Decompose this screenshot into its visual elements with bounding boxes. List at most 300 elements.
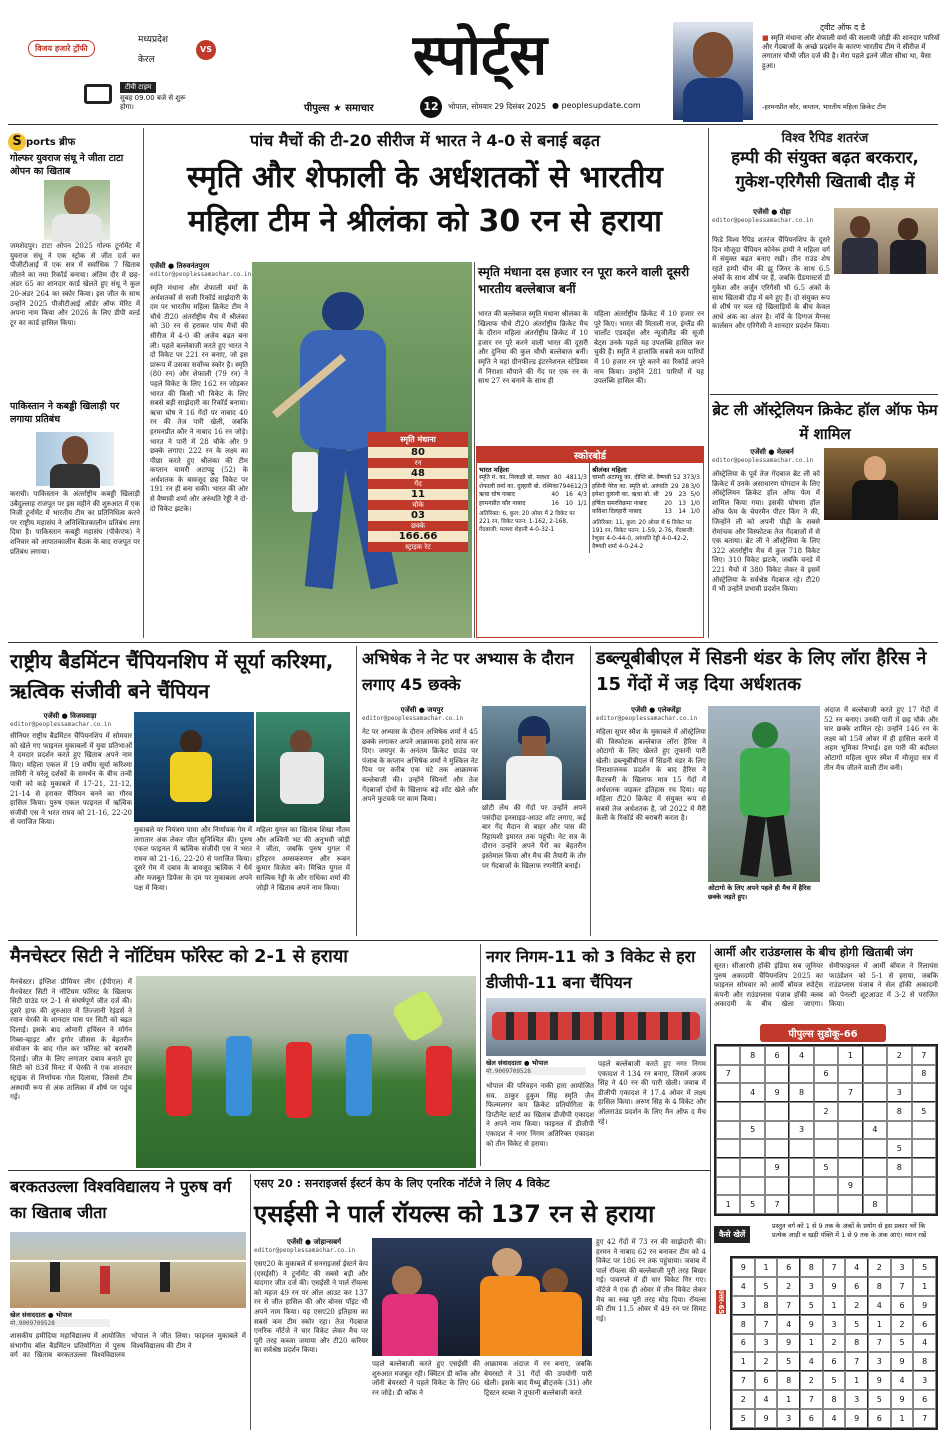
wbbl-headline: डब्ल्यूबीबीएल में सिडनी थंडर के लिए लॉरा हैरिस ने 15 गेंदों में जड़ दिया अर्धशतक <box>596 648 927 695</box>
sudoku-cell[interactable]: 7 <box>912 1046 936 1065</box>
answer-cell: 7 <box>732 1371 755 1390</box>
lead-headline: स्मृति और शेफाली के अर्धशतकों से भारतीय महिला टीम ने श्रीलंका को 30 रन से हराया <box>187 160 663 239</box>
answer-cell: 6 <box>732 1334 755 1353</box>
sudoku-cell[interactable] <box>716 1121 740 1140</box>
brief-label: ports ब्रीफ <box>26 137 76 148</box>
sudoku-cell[interactable] <box>716 1046 740 1065</box>
sudoku-cell[interactable] <box>912 1177 936 1196</box>
badminton-body-3: महिला युगल का खिताब शिखा गौतम और अश्विनी भट की अनुभवी जोड़ी ने जीता, जबकि पुरुष युगल में हरिहरन अम्सकरुणन और रूबन कुमार विजेता बने। मिश्रित युगल में सात्विक रेड्डी के और राधिका शर्मा की जोड़ी ने खिताब अपने नाम किया। <box>256 826 350 892</box>
sudoku-cell[interactable] <box>765 1065 789 1084</box>
sudoku-cell[interactable] <box>912 1083 936 1102</box>
chess-body-2 <box>836 278 938 390</box>
answer-cell: 6 <box>868 1409 891 1428</box>
score-cell: 4/3 <box>577 491 587 498</box>
sudoku-cell[interactable]: 3 <box>887 1083 911 1102</box>
answer-cell: 7 <box>755 1315 778 1334</box>
sudoku-cell[interactable] <box>740 1065 764 1084</box>
answer-cell: 4 <box>845 1258 868 1277</box>
sudoku-cell[interactable] <box>863 1065 887 1084</box>
left-team: भारत महिला <box>479 466 509 474</box>
answer-cell: 9 <box>868 1371 891 1390</box>
answer-cell: 5 <box>891 1334 914 1353</box>
answer-cell: 8 <box>823 1390 846 1409</box>
city-photo <box>136 976 476 1168</box>
sudoku-cell[interactable] <box>912 1158 936 1177</box>
howto-text: प्रस्तुत वर्ग को 1 से 9 तक के अंकों के प्रयोग से इस प्रकार भरें कि प्रत्येक आड़ी व खड़ी पंक्ति में 1 से 9 तक के अंक आएं। ध्यान रखें <box>772 1222 927 1239</box>
sudoku-cell[interactable]: 5 <box>814 1158 838 1177</box>
abhishek-headline: अभिषेक ने नेट पर अभ्यास के दौरान लगाए 45 छक्के <box>362 649 574 694</box>
batter-name: स्मृति मं. का. निलाक्षी बो. मलशा <box>479 474 550 481</box>
sudoku-cell[interactable] <box>887 1065 911 1084</box>
sudoku-cell[interactable]: 8 <box>887 1102 911 1121</box>
tweet-body: स्मृति मंधाना और शेफाली वर्मा की सलामी जोड़ी की शानदार पारियों और गेंदबाजों के अच्छे प्रदर्शन के कारण भारतीय टीम ने सीरीज में लगातार चौथी जीत दर्ज की है। मेरा पहले इतने जीता सीधा था, वैसा हुआ। <box>762 34 940 70</box>
sudoku-cell[interactable] <box>887 1195 911 1214</box>
score-row <box>592 508 700 517</box>
sudoku-cell[interactable] <box>863 1046 887 1065</box>
score-cell: 13 <box>678 499 686 507</box>
barkat-phone: मो.9009709528 <box>10 1319 110 1327</box>
nigam-body: भोपाल की परिवहन नाकी हारा आयोजित सव. ठाकुर हुकुम सिंह स्मृति जैन फिल्मलगर कप क्रिकेट प्रतियोगिता के डिप्टीनेंट स्टार्ट का खिताब डीजीपी एकादश ने अपने नाम किया। फाइनल में डीजीपी एकादश ने नगर निगम अतिरिक्त एकादश को तीन विकेट से हराया। <box>486 1082 594 1148</box>
nigam-byline <box>486 1058 586 1075</box>
nigam-phone: मो.9009709528 <box>486 1067 586 1075</box>
answer-cell: 9 <box>777 1334 800 1353</box>
sa20-photo <box>372 1238 592 1356</box>
sa20-body-3: आक्रामक अंदाज में रन बनाए, जबकि बेयरस्टो ने 31 गेंदों की उपयोगी पारी खेली। इसके बाद मैथ्यू ब्रीट्जके (31) और ट्रिस्टन स्टब्स ने तूफानी बल्लेबाजी करते <box>484 1360 592 1397</box>
answer-cell: 1 <box>800 1334 823 1353</box>
smriti10k-headline: स्मृति मंधाना दस हजार रन पूरा करने वाली दूसरी भारतीय बल्लेबाज बनीं <box>478 265 690 296</box>
answer-cell: 8 <box>800 1258 823 1277</box>
sudoku-cell[interactable] <box>765 1177 789 1196</box>
brettlee-email: editor@peoplessamachar.co.in <box>712 457 814 464</box>
brief-s: S <box>8 133 26 151</box>
sudoku-cell[interactable] <box>789 1158 813 1177</box>
brettlee-byline-text: एजेंसी ● मेलबर्न <box>750 448 794 456</box>
paper-name-2: समाचार <box>345 103 374 114</box>
smriti10k-body-2: महिला अंतर्राष्ट्रीय क्रिकेट में 10 हजार रन पूरे किए। भारत की मिताली राज, इंग्लैंड की चार्लोट एडवर्ड्स और न्यूजीलैंड की सूजी बेट्स उनके पहले यह उपलब्धि हासिल कर चुकी हैं। स्मृति ने हालांकि सबसे कम पारियों में 10 हजार रन पूरे करने का रिकॉर्ड अपने नाम किया। उन्होंने 281 पारियों में यह उपलब्धि हासिल की। <box>594 310 704 386</box>
sudoku-cell[interactable]: 6 <box>814 1065 838 1084</box>
answer-cell: 7 <box>800 1390 823 1409</box>
score-cell: 1/0 <box>690 499 700 507</box>
sudoku-cell[interactable] <box>814 1083 838 1102</box>
answer-cell: 5 <box>777 1352 800 1371</box>
answer-cell: 4 <box>777 1315 800 1334</box>
answer-cell: 1 <box>732 1352 755 1371</box>
sudoku-cell[interactable] <box>838 1065 862 1084</box>
batter-name: शेफाली वर्मा का. दुल्हारी बो. रश्मिका <box>479 482 559 490</box>
sudoku-cell[interactable]: 4 <box>863 1121 887 1140</box>
sudoku-cell[interactable] <box>863 1158 887 1177</box>
versus-badge: VS <box>196 40 216 60</box>
score-row <box>479 474 587 483</box>
answer-cell: 8 <box>913 1352 936 1371</box>
sudoku-cell[interactable] <box>740 1139 764 1158</box>
score-cell: 12/3 <box>573 482 588 490</box>
chess-headline: हम्पी की संयुक्त बढ़त बरकरार, गुकेश-एरिगैसी खिताबी दौड़ में <box>731 148 919 191</box>
answer-cell: 6 <box>913 1315 936 1334</box>
brief-headline-1: गोल्फर युवराज संधू ने जीता टाटा ओपन का खिताब <box>10 153 124 177</box>
score-row <box>479 483 587 492</box>
sudoku-cell[interactable]: 2 <box>814 1102 838 1121</box>
score-row <box>592 500 700 509</box>
sudoku-cell[interactable]: 7 <box>716 1065 740 1084</box>
score-cell: 3/0 <box>690 482 700 490</box>
sa20-email: editor@peoplessamachar.co.in <box>254 1247 356 1254</box>
badminton-headline: राष्ट्रीय बैडमिंटन चैंपियनशिप में सूर्या करिश्मा, ऋत्विक संजीवी बने चैंपियन <box>10 649 334 703</box>
sudoku-cell[interactable]: 8 <box>789 1083 813 1102</box>
sudoku-cell[interactable]: 6 <box>765 1046 789 1065</box>
nigam-photo <box>486 998 706 1056</box>
score-cell: 16 <box>551 499 559 507</box>
stat-label: गेंद <box>368 480 468 489</box>
tweet-photo <box>673 22 753 120</box>
sudoku-cell[interactable]: 5 <box>887 1139 911 1158</box>
answer-cell: 9 <box>800 1315 823 1334</box>
score-cell: 48 <box>565 474 574 481</box>
badminton-email: editor@peoplessamachar.co.in <box>10 721 112 728</box>
stat-value: 80 <box>368 447 468 459</box>
left-extras: अतिरिक्त: 6, कुल: 20 ओवर में 2 विकेट पर 221 रन, विकेट पतन: 1-162, 2-168, गेंदबाजी: मलशा शेहानी 4-0-32-1 <box>479 511 575 533</box>
brettlee-photo <box>824 448 938 520</box>
answer-cell: 2 <box>868 1258 891 1277</box>
tv-time: सुबह 09.00 बजे से शुरू होगा। <box>120 94 186 111</box>
answer-cell: 9 <box>891 1352 914 1371</box>
score-cell: 23 <box>678 491 687 498</box>
brief-header <box>8 130 140 151</box>
sudoku-cell[interactable] <box>838 1121 862 1140</box>
score-cell: 29 <box>664 491 673 498</box>
sudoku-cell[interactable]: 8 <box>912 1065 936 1084</box>
scoreboard-left <box>477 463 589 553</box>
sudoku-cell[interactable] <box>863 1177 887 1196</box>
answer-cell: 5 <box>868 1390 891 1409</box>
sa20-byline-text: एजेंसी ● जोहान्सबर्ग <box>286 1238 342 1246</box>
nigam-byline-text: खेल संवाददाता ● भोपाल <box>486 1059 548 1067</box>
sudoku-cell[interactable] <box>716 1083 740 1102</box>
answer-cell: 9 <box>891 1390 914 1409</box>
answer-cell: 1 <box>868 1315 891 1334</box>
team-1: मध्यप्रदेश <box>138 35 169 45</box>
nigam-body-2: पहले बल्लेबाजी करते हुए नगर निगम एकादश ने 134 रन बनाए, जिसमें अजय सिंह ने 40 रन की पारी खेली। जवाब में डीजीपी एकादश ने 17.4 ओवर में लक्ष्य हासिल किया। अरुण सिंह के 4 विकेट और ऑलराउंड प्रदर्शन के लिए मैन ऑफ द मैच रहे। <box>598 1060 706 1126</box>
sudoku-cell[interactable] <box>863 1102 887 1121</box>
tv-trophy-tag: विजय हजारे ट्रॉफी <box>28 40 95 57</box>
answer-cell: 3 <box>868 1352 891 1371</box>
sa20-body-2: पहले बल्लेबाजी करते हुए एसईसी की शुरुआत मजबूत रही। क्विंटन डी कॉक और जॉनी बेयरस्टो ने पहले विकेट के लिए 66 रन जोड़े। डी कॉक ने <box>372 1360 480 1397</box>
sudoku-cell[interactable] <box>814 1046 838 1065</box>
hockey-headline: आर्मी और राउंडग्लास के बीच होगी खिताबी जंग <box>714 945 913 959</box>
page-number: 12 <box>420 96 442 118</box>
sudoku-cell[interactable] <box>814 1121 838 1140</box>
sudoku-cell[interactable] <box>716 1177 740 1196</box>
answer-cell: 7 <box>868 1334 891 1353</box>
right-extras: अतिरिक्त: 11, कुल: 20 ओवर में 6 विकेट पर 191 रन, विकेट पतन: 1-59, 2-76, गेंदबाजी: रेणुका 4-0-44-0, अरुंधति रेड्डी 4-0-42-2, वैष्णवी शर्मा 4-0-24-2 <box>592 519 695 550</box>
brief-body-1: जमशेदपुर। टाटा ओपन 2025 गोल्फ टूर्नामेंट में युवराज संधू ने एक स्ट्रोक से जीत दर्ज कर पीजीटीआई में एक सत्र में सर्वाधिक 7 खिताब जीतने का नया रिकॉर्ड बनाया। अंतिम दौर में छह-अंडर 65 का शानदार कार्ड खेलते हुए संधू ने कुल 20-अंडर 264 का स्कोर किया। इस जीत के साथ उन्होंने 2025 पीजीटीआई ऑर्डर ऑफ मेरिट में अपना नाम किया और 2026 के लिए डीपी वर्ल्ड टूर का कार्ड हासिल किया। <box>10 242 140 327</box>
answer-cell: 4 <box>732 1277 755 1296</box>
sudoku-cell[interactable] <box>912 1195 936 1214</box>
sudoku-cell[interactable]: 5 <box>912 1102 936 1121</box>
tweet-label: ट्वीट ऑफ द डे <box>820 23 866 32</box>
score-cell: 1/0 <box>690 508 700 515</box>
batter-name: हरमनप्रीत कौर नाबाद <box>479 499 526 507</box>
answer-cell: 7 <box>891 1277 914 1296</box>
answer-cell: 1 <box>891 1409 914 1428</box>
badminton-byline <box>10 712 130 728</box>
lead-kicker: पांच मैचों की टी-20 सीरीज में भारत ने 4-0 से बनाई बढ़त <box>249 131 601 150</box>
sudoku-cell[interactable] <box>912 1121 936 1140</box>
chess-kicker: विश्व रैपिड शतरंज <box>781 131 869 146</box>
sudoku-cell[interactable]: 9 <box>765 1158 789 1177</box>
dateline: भोपाल, सोमवार 29 दिसंबर 2025 <box>448 102 547 111</box>
answer-cell: 4 <box>868 1296 891 1315</box>
abhishek-photo <box>482 706 586 800</box>
golfer-photo <box>44 180 110 240</box>
sudoku-cell[interactable]: 5 <box>740 1195 764 1214</box>
sudoku-cell[interactable] <box>814 1139 838 1158</box>
sudoku-cell[interactable]: 4 <box>740 1083 764 1102</box>
brettlee-body: ऑस्ट्रेलिया के पूर्व तेज गेंदबाज ब्रेट ली को क्रिकेट में उनके असाधारण योगदान के लिए ऑस्ट्रेलियन क्रिकेट हॉल ऑफ फेम में शामिल किया गया। इसकी घोषणा हॉल ऑफ फेम के चेयरमैन पीटर किंग ने की, जिन्होंने ली को अपनी पीढ़ी के सबसे रोमांचक और विस्फोटक तेज गेंदबाजों में से एक बताया। ब्रेट ली ने ऑस्ट्रेलिया के लिए 322 अंतर्राष्ट्रीय मैच में कुल 718 विकेट लिए। 310 विकेट झटके, जबकि वनडे में 221 मैचों में 380 विकेट लेकर वे इसमें ऑस्ट्रेलिया के सर्वश्रेष्ठ गेंदबाज रहे। टी20 में भी उन्होंने प्रभावी प्रदर्शन किया। <box>712 470 820 594</box>
sudoku-cell[interactable]: 4 <box>789 1046 813 1065</box>
score-cell: 3/3 <box>690 474 700 481</box>
wbbl-caption: ओटागो के लिए अपने पहले ही मैच में हैरिस छक्के जड़ते हुए। <box>708 884 811 901</box>
sa20-byline <box>254 1238 374 1254</box>
sudoku-cell[interactable] <box>789 1177 813 1196</box>
score-cell: 46 <box>566 482 574 490</box>
answer-cell: 9 <box>913 1296 936 1315</box>
brief-body-2: कराची। पाकिस्तान के अंतर्राष्ट्रीय कबड्डी खिलाड़ी उबैदुल्लाह राजपूत पर इस महीने की शुरुआत में एक निजी टूर्नामेंट में भारतीय टीम का प्रतिनिधित्व करने पर राष्ट्रीय महासंघ ने अनिश्चितकालीन प्रतिबंध लगा दिया है। पाकिस्तान कबड्डी महासंघ (पीकेएफ) ने शनिवार को आपातकालीन बैठक के बाद राजपूत पर प्रतिबंध लगाया। <box>10 490 140 556</box>
score-cell: 20 <box>664 499 672 507</box>
answer-cell: 2 <box>845 1296 868 1315</box>
sudoku-grid[interactable] <box>714 1044 938 1216</box>
answer-cell: 8 <box>732 1315 755 1334</box>
howto-label: कैसे खेलें <box>714 1226 750 1243</box>
answer-cell: 3 <box>777 1409 800 1428</box>
right-team: श्रीलंका महिला <box>592 466 627 474</box>
sudoku-cell[interactable] <box>740 1158 764 1177</box>
answer-cell: 3 <box>891 1258 914 1277</box>
answer-cell: 9 <box>732 1258 755 1277</box>
site-url: ● peoplesupdate.com <box>552 101 641 110</box>
answer-cell: 9 <box>845 1409 868 1428</box>
nigam-headline: नगर निगम-11 को 3 विकेट से हरा डीजीपी-11 बना चैंपियन <box>486 947 696 992</box>
batter-name: हर्षिता समरविक्रमा नाबाद <box>592 499 647 507</box>
sudoku-cell[interactable] <box>912 1139 936 1158</box>
paper-name-1: पीपुल्स <box>304 103 330 114</box>
section-title: स्पोर्ट्स <box>412 23 548 88</box>
city-body: मैनचेस्टर। इंग्लिश प्रीमियर लीग (ईपीएल) में मैनचेस्टर सिटी ने नॉटिंघम फॉरेस्ट के खिलाफ सिटी ग्राउंड पर 2-1 से संघर्षपूर्ण जीत दर्ज की। दूसरे हाफ की शुरुआत में तिज्जानी रेइंडर्स ने रयान चेरकी के शानदार पास पर सिटी को बढ़त दिलाई। इसके बाद ओमारी हचिंसन ने मॉर्गन गिब्स-व्हाइट और इगोर जीसस के बेहतरीन संयोजन के बाद गोल कर फॉरेस्ट को बराबरी दिलाई। जीत के लिए लगातार दबाव बनाते हुए सिटी को 83वें मिनट में चेरकी ने एक शानदार स्ट्राइक से निर्णायक गोल दिलाया, जिससे टीम अस्थायी रूप से अंक तालिका में शीर्ष पर पहुंच गई। <box>10 978 132 1102</box>
answer-cell: 6 <box>800 1409 823 1428</box>
sa20-kicker: एसए 20 : सनराइजर्स ईस्टर्न केप के लिए एनरिक नॉर्टजे ने लिए 4 विकेट <box>254 1177 550 1190</box>
sudoku-cell[interactable] <box>716 1158 740 1177</box>
sudoku-cell[interactable] <box>838 1102 862 1121</box>
sudoku-cell[interactable]: 7 <box>765 1195 789 1214</box>
answer-cell: 9 <box>823 1277 846 1296</box>
sudoku-cell[interactable]: 1 <box>838 1046 862 1065</box>
score-cell: 29 <box>670 482 679 490</box>
answer-cell: 8 <box>755 1296 778 1315</box>
sudoku-cell[interactable]: 5 <box>740 1121 764 1140</box>
hockey-body: सूरत। सीआरपी हॉकी इंडिया सब जूनियर पुरुष अकादमी चैंपियनशिप 2025 का फाइनल सोमवार को आर्मी बॉयज स्पोर्ट्स कंपनी और राउंडग्लास पंजाब हॉकी क्लब अकादमी के बीच खेला जाएगा। सेमीफाइनल में आर्मी बॉयज ने रिलायंस फाउंडेशन को 5-1 से हराया, जबकि राउंडग्लास पंजाब ने सेल हॉकी अकादमी को पेनल्टी शूटआउट में 3-2 से पराजित किया। <box>714 962 938 1009</box>
answer-cell: 7 <box>845 1352 868 1371</box>
chess-email: editor@peoplessamachar.co.in <box>712 217 814 224</box>
chess-photo <box>834 208 938 274</box>
answer-cell: 1 <box>823 1296 846 1315</box>
score-cell: 28 <box>681 482 690 490</box>
answer-cell: 5 <box>800 1296 823 1315</box>
sa20-headline: एसईसी ने पार्ल रॉयल्स को 137 रन से हराया <box>254 1200 655 1228</box>
score-cell: 52 <box>673 474 681 481</box>
answer-cell: 7 <box>823 1258 846 1277</box>
sudoku-cell[interactable] <box>887 1177 911 1196</box>
answer-cell: 6 <box>823 1352 846 1371</box>
tv-box <box>28 30 238 118</box>
answer-cell: 6 <box>913 1390 936 1409</box>
sudoku-cell[interactable] <box>887 1121 911 1140</box>
lead-body: स्मृति मंधाना और शेफाली वर्मा के अर्धशतकों से सजी रिकॉर्ड साझेदारी के दम पर भारतीय महिला क्रिकेट टीम ने चौथे टी20 अंतर्राष्ट्रीय मैच में श्रीलंका को 30 रन से हराकर पांच मैचों की सीरीज में 4-0 की अजेय बढ़त बना ली। पहले बल्लेबाजी करते हुए भारत ने दो विकेट पर 221 रन बनाए, जो इस प्रारूप में उसका सर्वोच्च स्कोर है। स्मृति (80 रन) और शेफाली (79 रन) ने पहले विकेट के लिए 162 रन जोड़कर भारत की किसी भी विकेट के लिए सबसे बड़ी साझेदारी का रिकॉर्ड बनाया। ऋचा घोष ने 16 गेंदों पर नाबाद 40 रन की तेज पारी खेली, जबकि हरमनप्रीत कौर ने नाबाद 16 रन जोड़े। भारत ने पारी में 28 चौके और 9 छक्के लगाए। 222 रन के लक्ष्य का पीछा करते हुए श्रीलंका की टीम कप्तान चामरी अटापट्टू (52) के अर्धशतक के बावजूद छह विकेट पर 191 रन ही बना सकी। भारत की ओर से वैष्णवी शर्मा और अरुंधति रेड्डी ने दो-दो विकेट झटके। <box>150 284 248 513</box>
smriti10k-body-1: भारत की बल्लेबाज स्मृति मंधाना श्रीलंका के खिलाफ चौथे टी20 अंतर्राष्ट्रीय क्रिकेट मैच के दौरान महिला अंतर्राष्ट्रीय क्रिकेट में 10 हजार रन पूरे करने वाली भारत की दूसरी और दुनिया की कुल चौथी बल्लेबाज बनीं। स्मृति ने यहां ग्रीनफील्ड इंटरनेशनल स्टेडियम में निराशा मौपाने की गेंद पर एक रन के साथ 27 रन बनाने के साथ ही <box>478 310 588 386</box>
score-row <box>592 474 700 483</box>
sudoku-cell[interactable] <box>814 1177 838 1196</box>
stat-player: स्मृति मंधाना <box>368 432 468 447</box>
answer-cell: 2 <box>800 1371 823 1390</box>
answer-cell: 4 <box>823 1409 846 1428</box>
answer-cell: 7 <box>913 1409 936 1428</box>
answer-cell: 1 <box>777 1390 800 1409</box>
city-headline: मैनचेस्टर सिटी ने नॉटिंघम फॉरेस्ट को 2-1 से हराया <box>10 946 348 967</box>
batter-name: कविशा दिलहारी नाबाद <box>592 508 642 515</box>
stat-value: 03 <box>368 510 468 522</box>
score-row <box>479 491 587 500</box>
sudoku-cell[interactable]: 3 <box>789 1121 813 1140</box>
sudoku-cell[interactable] <box>814 1195 838 1214</box>
sudoku-cell[interactable] <box>740 1177 764 1196</box>
answer-cell: 2 <box>891 1315 914 1334</box>
lead-byline <box>150 262 250 278</box>
tv-time-label: टीवी टाइम <box>120 82 156 93</box>
stat-box <box>368 432 468 552</box>
answer-cell: 3 <box>823 1315 846 1334</box>
answer-cell: 5 <box>913 1258 936 1277</box>
batter-name: इमेशा दुलानी का. ऋचा बो. श्री <box>592 491 659 498</box>
batter-name: हसिनी पेरेरा का. स्मृति बो. अरुंधति <box>592 482 668 490</box>
answer-cell: 5 <box>845 1315 868 1334</box>
score-cell: 13 <box>664 508 672 515</box>
answer-cell: 8 <box>777 1371 800 1390</box>
answer-cell: 4 <box>755 1390 778 1409</box>
sudoku-cell[interactable]: 9 <box>765 1083 789 1102</box>
sudoku-cell[interactable] <box>716 1102 740 1121</box>
sudoku-cell[interactable] <box>740 1102 764 1121</box>
sudoku-cell[interactable]: 8 <box>863 1195 887 1214</box>
scoreboard-title: स्कोरबोर्ड <box>477 447 703 463</box>
tweet-text: ■ स्मृति मंधाना और शेफाली वर्मा की सलामी जोड़ी की शानदार पारियों और गेंदबाजों के अच्छे प्रदर्शन के कारण भारतीय टीम ने सीरीज में लगातार चौथी जीत दर्ज की है। मेरा पहले इतने जीता सीधा था, वैसा हुआ। <box>762 34 940 70</box>
barkat-byline <box>10 1310 110 1327</box>
sudoku-cell[interactable] <box>765 1102 789 1121</box>
answer-cell: 2 <box>732 1390 755 1409</box>
scoreboard-right <box>590 463 702 553</box>
answer-cell: 5 <box>732 1409 755 1428</box>
answer-cell: 1 <box>913 1277 936 1296</box>
answer-cell: 8 <box>845 1334 868 1353</box>
score-cell: 5/0 <box>690 491 700 498</box>
sudoku-cell[interactable] <box>765 1139 789 1158</box>
answer-cell: 5 <box>755 1277 778 1296</box>
sudoku-answer-grid <box>730 1256 938 1430</box>
sudoku-cell[interactable]: 8 <box>740 1046 764 1065</box>
score-row <box>592 483 700 492</box>
chess-byline <box>712 208 832 224</box>
badminton-body-2: मुकाबले पर नियंत्रण पाया और निर्णायक गेम में लगातार अंक लेकर जीत सुनिश्चित की। पुरुष एकल फाइनल में ऋत्विक संजीवी एस ने भरत राघव को 21-16, 22-20 से पराजित किया। दूसरे गेम में दबाव के बावजूद ऋत्विक ने धैर्य और मजबूत डिफेंस के दम पर मुकाबला अपने पक्ष में किया। <box>134 826 252 892</box>
sudoku-cell[interactable] <box>789 1139 813 1158</box>
sudoku-cell[interactable] <box>838 1139 862 1158</box>
answer-cell: 4 <box>891 1371 914 1390</box>
brettlee-headline: ब्रेट ली ऑस्ट्रेलियन क्रिकेट हॉल ऑफ फेम में शामिल <box>712 401 938 443</box>
sudoku-cell[interactable]: 8 <box>887 1158 911 1177</box>
score-cell: 80 <box>553 474 562 481</box>
badminton-body: सीनियर राष्ट्रीय बैडमिंटन चैंपियनशिप में सोमवार को खेले गए फाइनल मुकाबलों में युवा प्रतिभाओं ने दमदार प्रदर्शन करते हुए खिताब अपने नाम किए। महिला एकल में 19 वर्षीय सूर्या करिश्मा तामिरी ने घरेलू दर्शकों के समर्थन के बीच तन्वी पात्री को कड़े मुकाबले में 17-21, 21-12, 21-14 से हराकर चैंपियन बनने का गौरव हासिल किया। पुरुष एकल फाइनल में ऋत्विक संजीवी एस ने भरत राघव को 21-16, 22-20 से पराजित किया। <box>10 732 132 827</box>
sudoku-cell[interactable] <box>789 1102 813 1121</box>
answer-cell: 9 <box>755 1409 778 1428</box>
sudoku-cell[interactable] <box>765 1121 789 1140</box>
score-cell: 16 <box>565 491 573 498</box>
sudoku-cell[interactable]: 2 <box>887 1046 911 1065</box>
answer-cell: 5 <box>823 1371 846 1390</box>
score-cell: 1/1 <box>577 499 587 507</box>
abhishek-byline-text: एजेंसी ● जयपुर <box>400 706 444 714</box>
tv-icon <box>84 84 112 104</box>
kabaddi-photo <box>36 432 114 486</box>
sudoku-cell[interactable] <box>838 1195 862 1214</box>
sudoku-cell[interactable] <box>863 1083 887 1102</box>
sudoku-cell[interactable] <box>838 1158 862 1177</box>
sudoku-cell[interactable] <box>789 1195 813 1214</box>
wbbl-byline-text: एजेंसी ● एलेक्जेंड्रा <box>631 706 681 714</box>
sudoku-cell[interactable] <box>716 1139 740 1158</box>
answer-cell: 3 <box>845 1390 868 1409</box>
answer-cell: 2 <box>823 1334 846 1353</box>
sudoku-cell[interactable]: 7 <box>838 1083 862 1102</box>
answer-cell: 2 <box>777 1277 800 1296</box>
sudoku-title: पीपुल्स सुडोकू-66 <box>760 1024 886 1042</box>
answer-cell: 3 <box>755 1334 778 1353</box>
stat-value: 48 <box>368 468 468 480</box>
answer-cell: 3 <box>732 1296 755 1315</box>
stat-label: रन <box>368 459 468 468</box>
answer-cell: 6 <box>755 1371 778 1390</box>
sa20-body: एसए20 के मुकाबले में सनराइजर्स ईस्टर्न केप (एसईसी) ने टूर्नामेंट की सबसे बड़ी और यादगार जीत दर्ज की। एसईसी ने पार्ल रॉयल्स को महज 49 रन पर ऑल आउट कर 137 रन से जीत हासिल की और बोनस पॉइंट भी अपने नाम किया। यह एसए20 इतिहास का सबसे कम टीम स्कोर रहा। तेज गेंदबाज एनरिक नॉर्टजे ने चार विकेट लेकर मैच पर पूरी तरह कब्जा जमाया और टी20 करियर का सर्वश्रेष्ठ प्रदर्शन किया। <box>254 1260 368 1355</box>
sudoku-cell[interactable]: 1 <box>716 1195 740 1214</box>
answer-cell: 1 <box>845 1371 868 1390</box>
wbbl-body-2: अंदाज में बल्लेबाजी करते हुए 17 गेंदों में 52 रन बनाए। उनकी पारी में छह चौके और चार छक्के शामिल रहे। उन्होंने 146 रन के लक्ष्य को 15वें ओवर में ही हासिल करने में अहम भूमिका निभाई। इस पारी की बदौलत ओटागो महिला सुपर स्मैश में मौजूदा सत्र में तीन मैच जीतने वाली टीम बनी। <box>824 706 938 772</box>
barkat-byline-text: खेल संवाददाता ● भोपाल <box>10 1311 72 1319</box>
lead-byline-text: एजेंसी ● तिरुवनंतपुरम <box>150 262 210 270</box>
stat-value: 166.66 <box>368 531 468 543</box>
lead-email: editor@peoplessamachar.co.in <box>150 271 252 278</box>
brettlee-byline <box>712 448 832 464</box>
answer-cell: 6 <box>845 1277 868 1296</box>
score-cell: 14 <box>678 508 686 515</box>
badminton-photo-1 <box>134 712 254 822</box>
sudoku-cell[interactable]: 9 <box>838 1177 862 1196</box>
batter-name: चामरी अटापट्टू का. दीप्ति बो. वैष्णवी <box>592 474 672 481</box>
chess-byline-text: एजेंसी ● दोहा <box>753 208 791 216</box>
sudoku-cell[interactable] <box>789 1065 813 1084</box>
sudoku-cell[interactable] <box>863 1139 887 1158</box>
barkat-photo <box>10 1232 246 1308</box>
score-cell: 37 <box>682 474 691 481</box>
sa20-body-4: हुए 42 गेंदों में 73 रन की साझेदारी की। हरमन ने नाबाद 62 रन बनाकर टीम को 4 विकेट पर 186 रन तक पहुंचाया। जवाब में पार्ल रॉयल्स की बल्लेबाजी पूरी तरह बिखर गई। पावरप्ले में ही चार विकेट गिर गए। नॉर्टजे ने एक ही ओवर में तीन विकेट लेकर मैच का रुख पूरी तरह मोड़ दिया। रॉयल्स की टीम 11.5 ओवर में 49 रन पर सिमट गई। <box>596 1238 706 1323</box>
barkat-body: शासकीय हमीदिया महाविद्यालय में आयोजित संभागीय बॉल बैडमिंटन प्रतियोगिता में पुरुष वर्ग का खिताब बरकतउल्ला विश्वविद्यालय भोपाल ने जीत लिया। फाइनल मुकाबले में विश्वविद्यालय की टीम ने <box>10 1332 246 1360</box>
wbbl-byline <box>596 706 716 722</box>
abhishek-email: editor@peoplessamachar.co.in <box>362 715 464 722</box>
